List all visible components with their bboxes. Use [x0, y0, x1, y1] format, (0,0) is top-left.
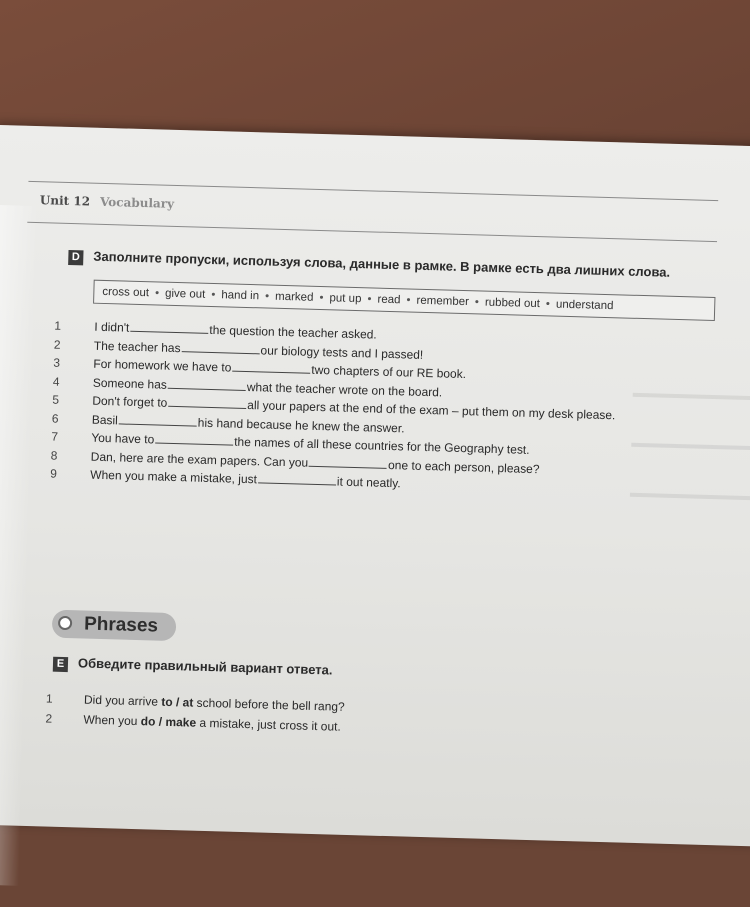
- exercise-item: [45, 691, 345, 714]
- word-box-item: rubbed out: [484, 296, 541, 311]
- bleed-through-mark: [630, 493, 750, 501]
- item-text-before: I didn't: [94, 319, 130, 335]
- item-number: 2: [45, 711, 53, 726]
- item-number: 4: [52, 374, 60, 389]
- item-text-before: You have to: [91, 430, 155, 447]
- answer-blank[interactable]: [309, 455, 387, 468]
- header-bottom-rule: [27, 222, 717, 242]
- bullet-icon: •: [319, 291, 324, 305]
- item-text-after: school before the bell rang?: [193, 695, 345, 714]
- item-text-after: our biology tests and I passed!: [260, 342, 424, 362]
- task-e-badge: E: [53, 657, 68, 672]
- word-box: [93, 280, 715, 321]
- item-text-before: For homework we have to: [93, 356, 232, 375]
- word-box-item: cross out: [102, 285, 150, 300]
- item-text-before: Someone has: [92, 375, 168, 392]
- word-box-item: hand in: [221, 289, 260, 303]
- task-e-heading: [53, 654, 333, 680]
- phrases-label: Phrases: [83, 613, 159, 637]
- item-text-before: The teacher has: [93, 338, 181, 355]
- item-number: 7: [51, 429, 59, 444]
- bullet-icon: •: [211, 288, 216, 302]
- answer-blank[interactable]: [168, 396, 246, 409]
- exercise-item: [51, 429, 530, 457]
- item-number: 1: [54, 318, 62, 333]
- task-e-list: [45, 691, 345, 734]
- item-text-after: what the teacher wrote on the board.: [246, 379, 443, 399]
- item-number: 8: [50, 448, 58, 463]
- bullet-icon: •: [367, 293, 372, 306]
- item-text-after: it out neatly.: [336, 474, 401, 491]
- answer-blank[interactable]: [181, 341, 259, 354]
- answer-blank[interactable]: [232, 361, 310, 374]
- item-number: 3: [53, 355, 61, 370]
- item-text-before: When you make a mistake, just: [90, 467, 258, 487]
- item-text-after: all your papers at the end of the exam – put them on my desk please.: [247, 398, 616, 423]
- word-box-item: give out: [164, 287, 206, 301]
- unit-label: Unit 12: [39, 193, 91, 209]
- section-label: Vocabulary: [99, 194, 175, 211]
- word-box-item: read: [377, 293, 401, 307]
- bleed-through-mark: [631, 443, 750, 451]
- item-text-before: Basil: [91, 412, 119, 427]
- task-d-badge: D: [68, 250, 83, 265]
- exercise-item: [50, 466, 401, 491]
- task-d-heading: [68, 247, 670, 282]
- bleed-through-mark: [633, 393, 750, 401]
- phrases-section-heading: [52, 610, 177, 641]
- answer-blank[interactable]: [258, 472, 336, 485]
- item-text-after: the question the teacher asked.: [209, 322, 377, 342]
- answer-blank[interactable]: [130, 321, 208, 334]
- exercise-item: [53, 337, 424, 362]
- exercise-item: [50, 448, 540, 476]
- bullet-icon: •: [545, 298, 551, 311]
- item-text-before: Did you arrive: [83, 692, 162, 709]
- task-d-instruction: Заполните пропуски, используя слова, данные в рамке. В рамке есть два лишних слова.: [93, 248, 671, 280]
- answer-blank[interactable]: [119, 413, 197, 426]
- exercise-item: [53, 355, 467, 382]
- item-text-before: Don't forget to: [92, 393, 168, 410]
- answer-blank[interactable]: [155, 432, 233, 445]
- textbook-page: [0, 125, 750, 847]
- bullet-icon: •: [406, 294, 411, 307]
- exercise-item: [54, 318, 377, 342]
- item-number: 1: [45, 691, 53, 706]
- task-d-list: [50, 318, 616, 491]
- exercise-item: [51, 411, 405, 435]
- exercise-item: [52, 374, 443, 399]
- unit-header: [40, 193, 175, 211]
- item-text-after: a mistake, just cross it out.: [195, 715, 341, 734]
- word-box-item: remember: [416, 294, 470, 309]
- answer-choice[interactable]: do / make: [140, 714, 197, 730]
- word-box-item: understand: [555, 298, 614, 313]
- item-text-after: two chapters of our RE book.: [311, 362, 467, 382]
- page-curl-shadow: [0, 205, 38, 886]
- circle-icon: [58, 616, 72, 630]
- exercise-item: [45, 711, 341, 734]
- item-number: 9: [50, 466, 58, 481]
- item-text-after: the names of all these countries for the Geography test.: [234, 434, 530, 457]
- bullet-icon: •: [154, 287, 160, 300]
- item-text-after: one to each person, please?: [387, 457, 540, 476]
- word-box-item: marked: [274, 290, 314, 304]
- item-number: 5: [52, 392, 60, 407]
- item-text-before: When you: [83, 712, 141, 729]
- answer-blank[interactable]: [168, 377, 246, 390]
- answer-choice[interactable]: to / at: [161, 694, 194, 710]
- bullet-icon: •: [264, 290, 270, 303]
- task-e-instruction: Обведите правильный вариант ответа.: [77, 655, 333, 678]
- word-box-item: put up: [329, 292, 362, 306]
- item-text-before: Dan, here are the exam papers. Can you: [90, 449, 309, 470]
- item-number: 6: [51, 411, 59, 426]
- item-number: 2: [53, 337, 61, 352]
- bullet-icon: •: [474, 296, 480, 309]
- item-text-after: his hand because he knew the answer.: [197, 415, 405, 435]
